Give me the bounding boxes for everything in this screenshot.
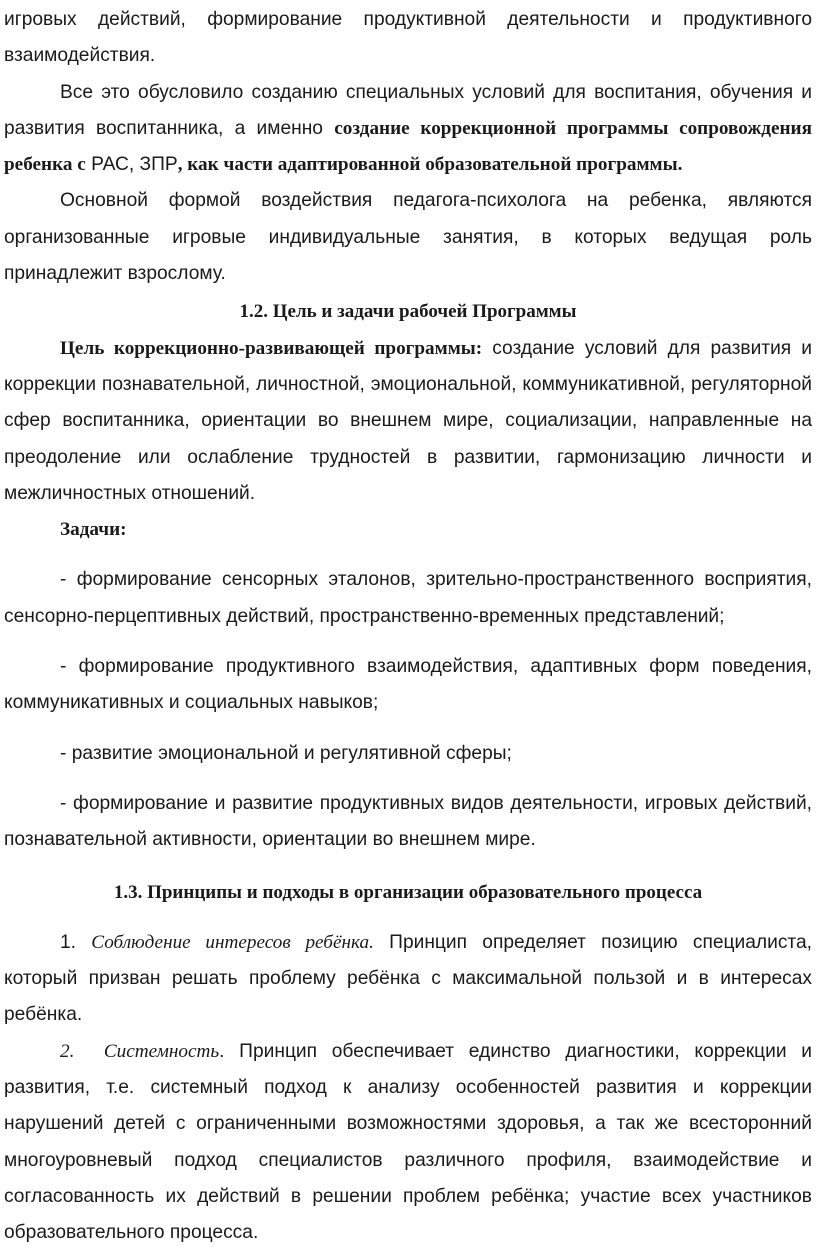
conditions-bold-program: создание коррекционной программы сопровождения ребенка с <box>4 117 812 176</box>
principle-item <box>4 925 812 1034</box>
tasks-label-text: Задачи: <box>60 519 127 541</box>
section-heading-1-3: 1.3. Принципы и подходы в организации образовательного процесса <box>113 881 703 903</box>
goal-label: Цель коррекционно-развивающей программы: <box>60 337 483 359</box>
paragraph-main-form: Основной формой воздействия педагога-психолога на ребенка, являются организованные игровые индивидуальные занятия, в которых ведущая роль принадлежит взрослому. <box>4 190 812 285</box>
principle-title: Соблюдение интересов ребёнка. <box>91 931 374 953</box>
principle-text: . Принцип обеспечивает единство диагностики, коррекции и развития, т.е. системный подход к анализу особенностей развития и коррекции нарушений детей с ограниченными возможностями здоровья, а так же всесторонний многоуровневый подход специалистов различного профиля, взаимодействие и согласованность их действий в решении проблем ребёнка; участие всех участников образовательного процесса. <box>4 1040 812 1244</box>
section-heading-1-2: 1.2. Цель и задачи рабочей Программы <box>239 301 577 323</box>
conditions-bold-part: , как части адаптированной образовательной программы. <box>177 154 683 176</box>
task-item: - формирование продуктивного взаимодействия, адаптивных форм поведения, коммуникативных и социальных навыков; <box>4 656 812 714</box>
conditions-text: Все это обусловило созданию специальных условий для воспитания, обучения и развития воспитанника, а именно <box>4 81 812 139</box>
task-item: - развитие эмоциональной и регулятивной сферы; <box>60 742 512 764</box>
principle-text: Принцип определяет позицию специалиста, который призван решать проблему ребёнка с максимальной пользой и в интересах ребёнка. <box>4 931 812 1026</box>
principle-number: 2. <box>60 1040 75 1062</box>
principle-title: Системность <box>103 1040 220 1062</box>
conditions-diagnoses: РАС, ЗПР <box>85 154 178 176</box>
principle-number: 1. <box>60 931 77 953</box>
principle-item <box>4 1034 812 1252</box>
paragraph-conditions <box>4 75 812 184</box>
tasks-label <box>4 512 812 548</box>
task-item: - формирование и развитие продуктивных видов деятельности, игровых действий, познавательной активности, ориентации во внешнем мире. <box>4 792 812 851</box>
goal-text: создание условий для развития и коррекции познавательной, личностной, эмоциональной, коммуникативной, регуляторной сфер воспитанника, ориентации во внешнем мире, социализации, направленные на преодоление или ослабление трудностей в развитии, гармонизацию личности и межличностных отношений. <box>4 337 812 504</box>
paragraph-goal <box>4 331 812 512</box>
paragraph-continuation: игровых действий, формирование продуктивной деятельности и продуктивного взаимодействия. <box>4 9 812 67</box>
task-item: - формирование сенсорных эталонов, зрительно-пространственного восприятия, сенсорно-перцептивных действий, пространственно-временных представлений; <box>4 569 812 627</box>
